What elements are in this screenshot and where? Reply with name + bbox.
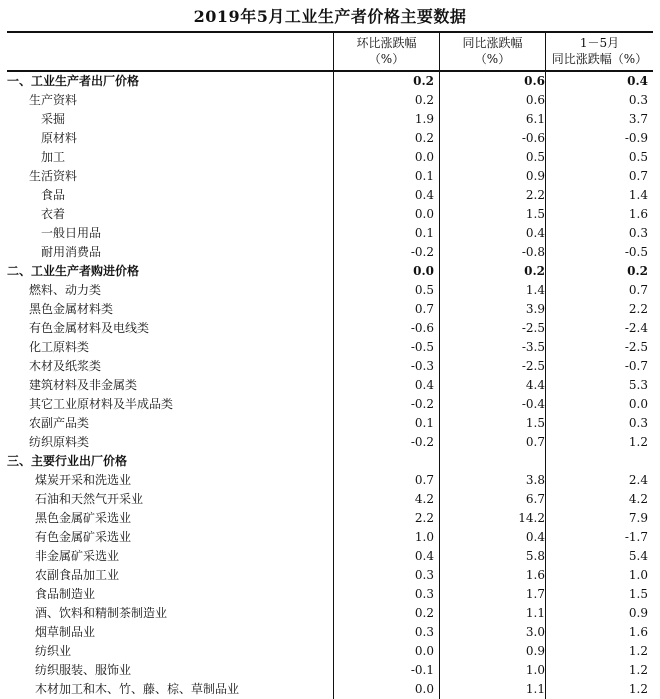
table-row — [7, 566, 653, 585]
mom-value: 0.7 — [414, 473, 434, 487]
table-row — [7, 262, 653, 281]
table-row — [7, 129, 653, 148]
ytd-value: 2.2 — [628, 302, 648, 316]
header-ytd-unit: 同比涨跌幅（%） — [551, 52, 648, 66]
price-data-table — [7, 72, 653, 699]
yoy-value: 1.1 — [525, 606, 545, 620]
yoy-value — [439, 452, 550, 471]
row-label: 木材及纸浆类 — [29, 359, 102, 373]
yoy-value: 0.6 — [524, 74, 545, 88]
table-row — [7, 186, 653, 205]
row-label: 食品 — [41, 188, 66, 202]
yoy-value: 1.5 — [525, 416, 545, 430]
row-label: 有色金属矿采选业 — [35, 530, 132, 544]
mom-value: -0.1 — [410, 663, 434, 677]
yoy-value: 14.2 — [518, 511, 545, 525]
page-title: 2019年5月工业生产者价格主要数据 — [193, 7, 467, 26]
row-label: 燃料、动力类 — [29, 283, 102, 297]
row-label: 纺织服装、服饰业 — [35, 663, 132, 677]
yoy-value: 1.7 — [525, 587, 545, 601]
mom-value: -0.2 — [410, 245, 434, 259]
row-label: 二、工业生产者购进价格 — [7, 264, 140, 278]
yoy-value: 5.8 — [525, 549, 545, 563]
mom-value: 0.4 — [414, 549, 434, 563]
ytd-value: 1.6 — [628, 625, 648, 639]
mom-value: 0.0 — [414, 150, 434, 164]
table-row — [7, 623, 653, 642]
ytd-value: 1.6 — [628, 207, 648, 221]
ytd-value: 0.3 — [628, 416, 648, 430]
table-row — [7, 547, 653, 566]
yoy-value: 0.4 — [525, 226, 545, 240]
yoy-value: 1.1 — [525, 682, 545, 696]
yoy-value: 3.8 — [525, 473, 545, 487]
row-label: 一般日用品 — [41, 226, 102, 240]
table-row — [7, 433, 653, 452]
mom-value: 0.0 — [413, 264, 434, 278]
header-ytd-label: 1－5月 — [579, 36, 620, 50]
table-row — [7, 680, 653, 699]
mom-value: 0.3 — [414, 587, 434, 601]
mom-value: -0.5 — [410, 340, 434, 354]
mom-value: -0.2 — [410, 435, 434, 449]
ytd-value: 1.0 — [628, 568, 648, 582]
row-label: 耐用消费品 — [41, 245, 102, 259]
yoy-value: 1.4 — [525, 283, 545, 297]
mom-value: 2.2 — [414, 511, 434, 525]
ytd-value: 4.2 — [628, 492, 648, 506]
row-label: 加工 — [41, 150, 66, 164]
table-row — [7, 148, 653, 167]
yoy-value: -2.5 — [521, 359, 545, 373]
yoy-value: 0.9 — [525, 169, 545, 183]
table-top-rule — [7, 31, 653, 33]
table-row — [7, 357, 653, 376]
mom-value: 0.7 — [414, 302, 434, 316]
ytd-value: 0.3 — [628, 226, 648, 240]
yoy-value: 0.2 — [524, 264, 545, 278]
mom-value: 0.4 — [414, 378, 434, 392]
table-row — [7, 338, 653, 357]
ytd-value: 1.2 — [628, 435, 648, 449]
table-row — [7, 509, 653, 528]
ytd-value — [550, 452, 653, 471]
ytd-value: -2.5 — [624, 340, 648, 354]
ytd-value: -0.5 — [624, 245, 648, 259]
row-label: 纺织业 — [35, 644, 72, 658]
table-row — [7, 243, 653, 262]
ytd-value: 0.4 — [627, 74, 648, 88]
table-row — [7, 414, 653, 433]
row-label: 黑色金属矿采选业 — [35, 511, 132, 525]
table-row — [7, 205, 653, 224]
yoy-value: 1.6 — [525, 568, 545, 582]
yoy-value: 1.0 — [525, 663, 545, 677]
yoy-value: 3.9 — [525, 302, 545, 316]
header-yoy-label: 同比涨跌幅 — [462, 36, 523, 50]
row-label: 食品制造业 — [35, 587, 96, 601]
row-label: 非金属矿采选业 — [35, 549, 120, 563]
header-yoy — [440, 35, 545, 69]
yoy-value: 6.7 — [525, 492, 545, 506]
ytd-value: 0.5 — [628, 150, 648, 164]
ytd-value: 0.7 — [628, 169, 648, 183]
ytd-value: 1.2 — [628, 644, 648, 658]
table-row — [7, 376, 653, 395]
header-mom — [334, 35, 439, 69]
yoy-value: -0.6 — [521, 131, 545, 145]
table-row — [7, 110, 653, 129]
row-label: 三、主要行业出厂价格 — [7, 454, 128, 468]
table-row — [7, 72, 653, 91]
yoy-value: 0.4 — [525, 530, 545, 544]
yoy-value: -0.8 — [521, 245, 545, 259]
header-yoy-unit: （%） — [474, 52, 511, 66]
row-label: 一、工业生产者出厂价格 — [7, 74, 140, 88]
row-label: 纺织原料类 — [29, 435, 90, 449]
table-row — [7, 300, 653, 319]
mom-value — [333, 452, 439, 471]
row-label: 木材加工和木、竹、藤、棕、草制品业 — [35, 682, 240, 696]
yoy-value: -2.5 — [521, 321, 545, 335]
ytd-value: -0.9 — [624, 131, 648, 145]
table-row — [7, 281, 653, 300]
mom-value: 1.0 — [414, 530, 434, 544]
yoy-value: 0.9 — [525, 644, 545, 658]
row-label: 有色金属材料及电线类 — [29, 321, 150, 335]
ytd-value: 5.3 — [628, 378, 648, 392]
row-label: 其它工业原材料及半成品类 — [29, 397, 174, 411]
yoy-value: 6.1 — [525, 112, 545, 126]
table-row — [7, 167, 653, 186]
row-label: 建筑材料及非金属类 — [29, 378, 138, 392]
yoy-value: 2.2 — [525, 188, 545, 202]
mom-value: 0.0 — [414, 207, 434, 221]
row-label: 烟草制品业 — [35, 625, 96, 639]
mom-value: 0.1 — [414, 169, 434, 183]
ytd-value: 5.4 — [628, 549, 648, 563]
table-row — [7, 642, 653, 661]
ytd-value: 7.9 — [628, 511, 648, 525]
yoy-value: 3.0 — [525, 625, 545, 639]
mom-value: 0.2 — [414, 606, 434, 620]
row-label: 酒、饮料和精制茶制造业 — [35, 606, 168, 620]
row-label: 石油和天然气开采业 — [35, 492, 144, 506]
mom-value: -0.2 — [410, 397, 434, 411]
mom-value: 4.2 — [414, 492, 434, 506]
table-row — [7, 395, 653, 414]
yoy-value: 0.5 — [525, 150, 545, 164]
ytd-value: 0.3 — [628, 93, 648, 107]
ytd-value: -0.7 — [624, 359, 648, 373]
yoy-value: 4.4 — [525, 378, 545, 392]
row-label: 农副产品类 — [29, 416, 90, 430]
ytd-value: 2.4 — [628, 473, 648, 487]
row-label: 化工原料类 — [29, 340, 90, 354]
ytd-value: -2.4 — [624, 321, 648, 335]
header-mom-label: 环比涨跌幅 — [356, 36, 417, 50]
row-label: 原材料 — [41, 131, 78, 145]
ytd-value: 0.2 — [627, 264, 648, 278]
header-ytd — [546, 35, 653, 69]
table-row — [7, 471, 653, 490]
ytd-value: 0.0 — [628, 397, 648, 411]
ytd-value: -1.7 — [624, 530, 648, 544]
row-label: 采掘 — [41, 112, 66, 126]
mom-value: 0.2 — [413, 74, 434, 88]
table-row — [7, 661, 653, 680]
mom-value: 0.4 — [414, 188, 434, 202]
header-mom-unit: （%） — [368, 52, 405, 66]
yoy-value: 1.5 — [525, 207, 545, 221]
ytd-value: 1.5 — [628, 587, 648, 601]
table-row — [7, 490, 653, 509]
mom-value: -0.3 — [410, 359, 434, 373]
table-row — [7, 452, 653, 471]
yoy-value: 0.7 — [525, 435, 545, 449]
yoy-value: 0.6 — [525, 93, 545, 107]
row-label: 衣着 — [41, 207, 66, 221]
mom-value: 0.3 — [414, 625, 434, 639]
mom-value: 0.2 — [414, 93, 434, 107]
mom-value: -0.6 — [410, 321, 434, 335]
yoy-value: -3.5 — [521, 340, 545, 354]
mom-value: 0.3 — [414, 568, 434, 582]
table-row — [7, 224, 653, 243]
table-row — [7, 91, 653, 110]
ytd-value: 1.2 — [628, 663, 648, 677]
row-label: 煤炭开采和洗选业 — [35, 473, 132, 487]
ytd-value: 0.7 — [628, 283, 648, 297]
mom-value: 0.0 — [414, 682, 434, 696]
mom-value: 0.0 — [414, 644, 434, 658]
yoy-value: -0.4 — [521, 397, 545, 411]
ytd-value: 0.9 — [628, 606, 648, 620]
table-row — [7, 319, 653, 338]
row-label: 农副食品加工业 — [35, 568, 120, 582]
row-label: 生产资料 — [29, 93, 78, 107]
ytd-value: 3.7 — [628, 112, 648, 126]
table-row — [7, 604, 653, 623]
ytd-value: 1.2 — [628, 682, 648, 696]
row-label: 生活资料 — [29, 169, 78, 183]
mom-value: 0.1 — [414, 416, 434, 430]
mom-value: 0.1 — [414, 226, 434, 240]
mom-value: 1.9 — [414, 112, 434, 126]
mom-value: 0.5 — [414, 283, 434, 297]
table-row — [7, 528, 653, 547]
ytd-value: 1.4 — [628, 188, 648, 202]
table-row — [7, 585, 653, 604]
mom-value: 0.2 — [414, 131, 434, 145]
row-label: 黑色金属材料类 — [29, 302, 114, 316]
